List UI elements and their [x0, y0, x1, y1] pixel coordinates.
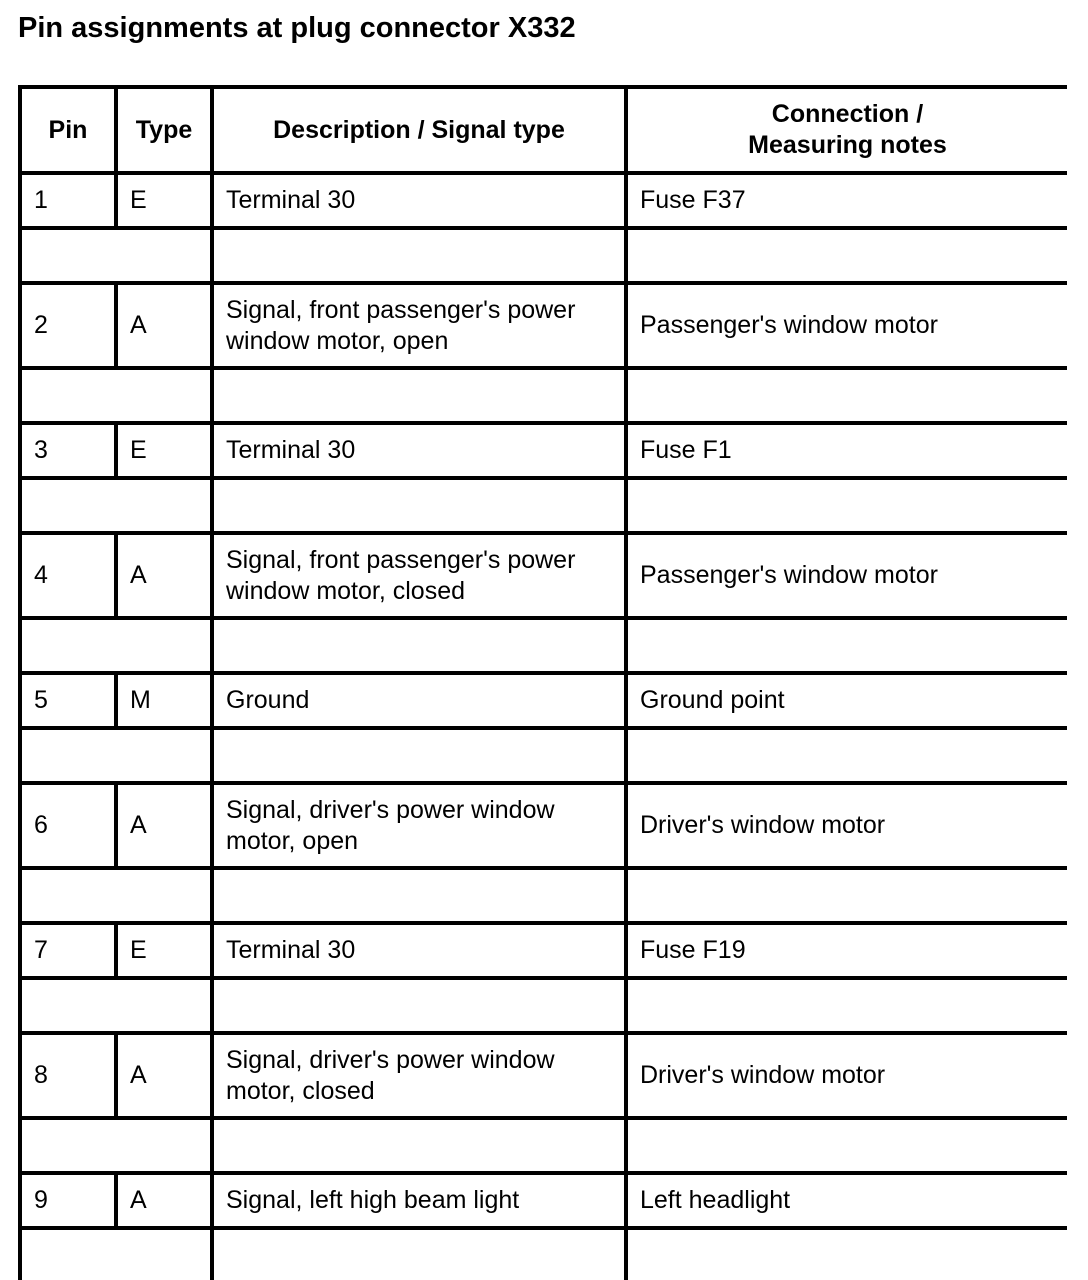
spacer-cell [626, 868, 1067, 923]
description-cell [212, 783, 626, 868]
description-line: window motor, closed [226, 576, 466, 605]
connection-cell: Fuse F19 [626, 923, 1067, 978]
spacer-cell [20, 1228, 212, 1280]
spacer-cell [20, 618, 212, 673]
spacer-row [20, 478, 1067, 533]
type-cell: A [116, 283, 212, 368]
connection-cell: Fuse F37 [626, 173, 1067, 228]
column-header-type: Type [116, 87, 212, 173]
spacer-cell [212, 868, 626, 923]
description-line: motor, open [226, 826, 359, 855]
description-line: motor, closed [226, 1076, 375, 1105]
spacer-cell [626, 228, 1067, 283]
spacer-row [20, 228, 1067, 283]
connection-cell: Driver's window motor [626, 783, 1067, 868]
description-line: Signal, driver's power window [226, 795, 555, 824]
column-header-description: Description / Signal type [212, 87, 626, 173]
spacer-row [20, 368, 1067, 423]
spacer-row [20, 618, 1067, 673]
spacer-cell [212, 368, 626, 423]
description-cell [212, 283, 626, 368]
table-row [20, 533, 1067, 618]
spacer-cell [626, 478, 1067, 533]
pin-cell: 6 [20, 783, 116, 868]
description-cell [212, 533, 626, 618]
spacer-cell [212, 1228, 626, 1280]
description-line: Signal, front passenger's power [226, 295, 576, 324]
column-header-connection-line1: Connection / [771, 100, 924, 128]
description-cell: Terminal 30 [212, 423, 626, 478]
connection-cell: Fuse F1 [626, 423, 1067, 478]
pin-cell: 1 [20, 173, 116, 228]
spacer-cell [626, 368, 1067, 423]
spacer-row [20, 728, 1067, 783]
table-row [20, 173, 1067, 228]
description-cell: Terminal 30 [212, 173, 626, 228]
description-line: window motor, open [226, 326, 449, 355]
spacer-cell [626, 728, 1067, 783]
spacer-cell [20, 728, 212, 783]
spacer-cell [212, 1118, 626, 1173]
pin-assignment-table [18, 85, 1067, 1280]
spacer-cell [20, 228, 212, 283]
pin-cell: 5 [20, 673, 116, 728]
description-line: Signal, front passenger's power [226, 545, 576, 574]
spacer-cell [626, 1228, 1067, 1280]
pin-cell: 2 [20, 283, 116, 368]
spacer-cell [212, 228, 626, 283]
spacer-row [20, 1118, 1067, 1173]
spacer-cell [212, 478, 626, 533]
type-cell: A [116, 783, 212, 868]
spacer-cell [212, 618, 626, 673]
connection-cell: Passenger's window motor [626, 533, 1067, 618]
spacer-cell [212, 978, 626, 1033]
spacer-cell [20, 368, 212, 423]
table-row [20, 423, 1067, 478]
type-cell: A [116, 1173, 212, 1228]
pin-cell: 3 [20, 423, 116, 478]
spacer-cell [20, 868, 212, 923]
description-line: Signal, driver's power window [226, 1045, 555, 1074]
description-cell: Ground [212, 673, 626, 728]
spacer-cell [20, 478, 212, 533]
column-header-pin: Pin [20, 87, 116, 173]
pin-cell: 7 [20, 923, 116, 978]
type-cell: E [116, 923, 212, 978]
pin-table-container [18, 85, 1067, 1280]
description-cell: Signal, left high beam light [212, 1173, 626, 1228]
spacer-cell [626, 978, 1067, 1033]
spacer-cell [20, 1118, 212, 1173]
spacer-row [20, 868, 1067, 923]
type-cell: A [116, 533, 212, 618]
spacer-cell [212, 728, 626, 783]
pin-cell: 9 [20, 1173, 116, 1228]
spacer-cell [20, 978, 212, 1033]
pin-cell: 8 [20, 1033, 116, 1118]
table-row [20, 673, 1067, 728]
table-row [20, 923, 1067, 978]
table-row [20, 1033, 1067, 1118]
table-row [20, 1173, 1067, 1228]
table-row [20, 783, 1067, 868]
spacer-cell [626, 1118, 1067, 1173]
spacer-row [20, 978, 1067, 1033]
type-cell: A [116, 1033, 212, 1118]
type-cell: M [116, 673, 212, 728]
column-header-connection [626, 87, 1067, 173]
type-cell: E [116, 173, 212, 228]
page-title: Pin assignments at plug connector X332 [18, 12, 576, 44]
connection-cell: Passenger's window motor [626, 283, 1067, 368]
pin-cell: 4 [20, 533, 116, 618]
connection-cell: Ground point [626, 673, 1067, 728]
table-header-row [20, 87, 1067, 173]
table-row [20, 283, 1067, 368]
description-cell [212, 1033, 626, 1118]
spacer-cell [626, 618, 1067, 673]
connection-cell: Driver's window motor [626, 1033, 1067, 1118]
type-cell: E [116, 423, 212, 478]
description-cell: Terminal 30 [212, 923, 626, 978]
column-header-connection-line2: Measuring notes [748, 131, 947, 159]
spacer-row [20, 1228, 1067, 1280]
connection-cell: Left headlight [626, 1173, 1067, 1228]
